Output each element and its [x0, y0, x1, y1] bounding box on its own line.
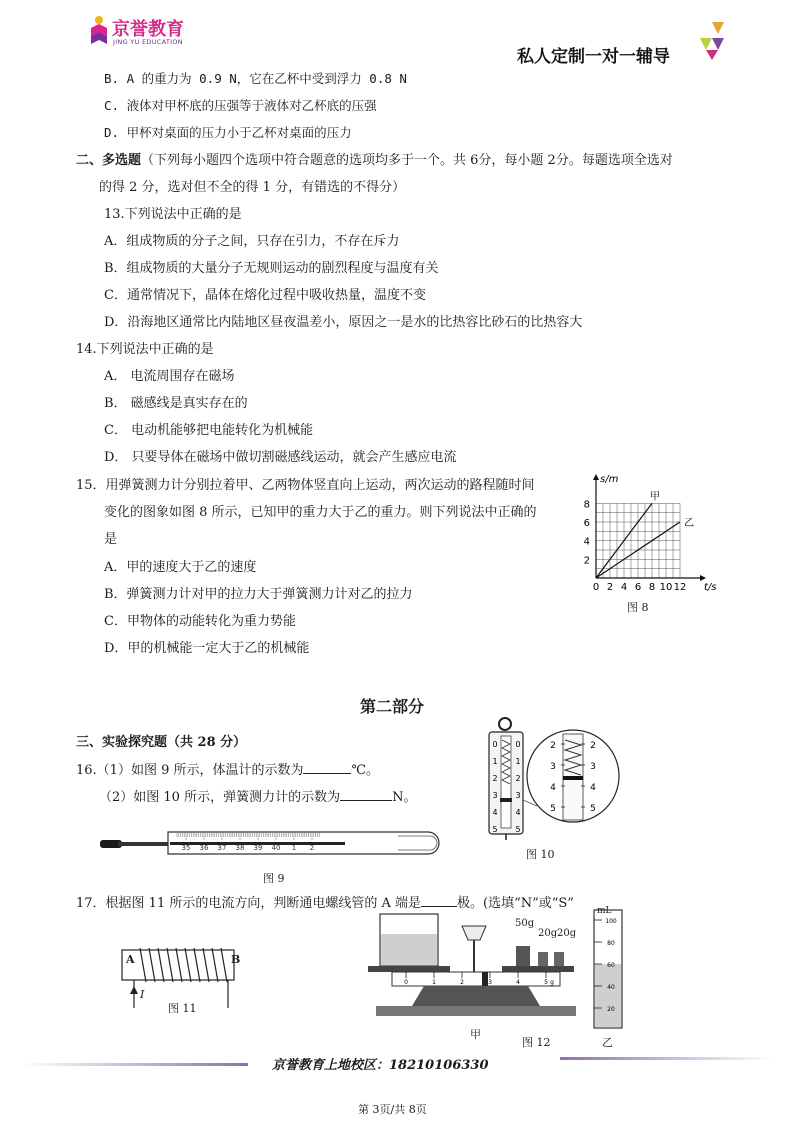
ruler-tick-label: 5 — [544, 979, 548, 986]
q14-option-d: D． 只要导体在磁场中做切割磁感线运动，就会产生感应电流 — [104, 450, 457, 465]
part2-title: 第二部分 — [360, 697, 425, 716]
q15-option-b: B．弹簧测力计对甲的拉力大于弹簧测力计对乙的拉力 — [104, 587, 413, 602]
decorative-triangles-icon — [694, 20, 726, 60]
zoom-tick-label-right: 3 — [590, 762, 596, 772]
q16-line1-unit: ℃。 — [351, 763, 380, 778]
y-tick-label: 6 — [583, 518, 590, 529]
q14-option-c: C． 电动机能够把电能转化为机械能 — [104, 423, 314, 438]
ruler-tick-label: 2 — [460, 979, 464, 986]
spring-tick-label-right: 1 — [515, 757, 521, 766]
figure12-balance-and-cylinder — [362, 906, 632, 1026]
section2-desc-line2: 的得 2 分，选对但不全的得 1 分，有错选的不得分） — [99, 180, 406, 195]
ruler-tick-label: 0 — [404, 979, 408, 986]
zoom-tick-label-left: 2 — [550, 741, 556, 751]
q13-option-b: B．组成物质的大量分子无规则运动的剧烈程度与温度有关 — [104, 261, 439, 276]
thermometer-tick-label: 35 — [181, 844, 191, 852]
zoom-tick-label-left: 3 — [550, 762, 556, 772]
q15-stem-line1: 15．用弹簧测力计分别拉着甲、乙两物体竖直向上运动，两次运动的路程随时间 — [76, 478, 535, 493]
q17-stem-text: 17．根据图 11 所示的电流方向，判断通电螺线管的 A 端是 — [76, 896, 422, 911]
zoom-tick-label-right: 5 — [590, 804, 596, 814]
cylinder-tick-label: 80 — [607, 940, 615, 947]
cylinder-tick-label: 100 — [605, 918, 617, 925]
figure9-thermometer — [98, 826, 450, 860]
chart-labels — [584, 474, 717, 593]
thermometer-tick-label: 38 — [235, 844, 245, 852]
q16-line2-text: （2）如图 10 所示，弹簧测力计的示数为 — [99, 790, 341, 805]
series-label-0: 甲 — [650, 491, 660, 503]
logo-icon — [88, 14, 110, 48]
section2-heading — [76, 149, 673, 168]
x-axis-arrow — [700, 575, 706, 581]
q15-stem-line3: 是 — [104, 532, 118, 547]
footer-campus-contact: 京誉教育上地校区：18210106330 — [272, 1058, 489, 1073]
q15-option-d: D．甲的机械能一定大于乙的机械能 — [104, 641, 310, 656]
q16-line2-unit: N。 — [392, 790, 417, 805]
q12-option-b: B. A 的重力为 0.9 N，它在乙杯中受到浮力 0.8 N — [104, 71, 407, 86]
figure10-caption: 图 10 — [526, 848, 555, 861]
thermometer-tick-label: 2 — [309, 844, 315, 852]
weight-50g: 50g — [515, 918, 535, 929]
q17-stem-options: 极。(选填“N”或“S” — [457, 896, 574, 911]
x-tick-label: 6 — [634, 582, 642, 593]
cylinder-unit: mL — [597, 906, 612, 916]
chart-grid — [596, 503, 680, 578]
page-number: 第 3页/共 8页 — [358, 1103, 427, 1116]
footer-divider-left — [20, 1063, 248, 1066]
figure12-label-jia: 甲 — [470, 1028, 481, 1041]
q13-option-d: D．沿海地区通常比内陆地区昼夜温差小，原因之一是水的比热容比砂石的比热容大 — [104, 315, 583, 330]
y-tick-label: 8 — [583, 499, 590, 511]
thermometer-tick-label: 37 — [217, 844, 227, 852]
q16-blank1[interactable] — [303, 761, 351, 774]
spring-tick-label-left: 0 — [492, 740, 498, 749]
weight-20g-b: 20g — [557, 928, 577, 939]
spring-tick-label-right: 0 — [515, 740, 521, 749]
x-axis-label: t/s — [704, 582, 717, 593]
weight-20g-a: 20g — [538, 928, 558, 939]
thermometer-tick-label: 1 — [291, 844, 297, 852]
cylinder-tick-label: 60 — [607, 962, 615, 969]
figure12-caption: 图 12 — [522, 1036, 551, 1049]
zoom-tick-label-right: 2 — [590, 741, 596, 751]
ruler-tick-label: 3 — [488, 979, 492, 986]
current-label-i: I — [140, 988, 145, 1001]
ruler-tick-label: 1 — [432, 979, 436, 986]
q16-blank2[interactable] — [340, 788, 392, 801]
q12-option-d: D. 甲杯对桌面的压力小于乙杯对桌面的压力 — [104, 125, 352, 140]
spring-tick-label-right: 4 — [515, 808, 521, 817]
figure8-chart — [570, 470, 717, 620]
zoom-tick-label-right: 4 — [590, 783, 596, 793]
q16-line1-text: 16.（1）如图 9 所示，体温计的示数为 — [76, 763, 304, 778]
figure12-label-yi: 乙 — [602, 1036, 613, 1049]
q13-stem: 13.下列说法中正确的是 — [104, 207, 242, 222]
x-tick-label: 10 — [659, 582, 673, 593]
ruler-unit: g — [550, 979, 554, 986]
cylinder-tick-label: 40 — [607, 984, 615, 991]
zoom-tick-label-left: 5 — [550, 804, 556, 814]
header-slogan: 私人定制一对一辅导 — [517, 47, 670, 67]
spring-tick-label-left: 5 — [492, 825, 498, 834]
x-tick-label: 2 — [606, 582, 614, 593]
spring-tick-label-right: 2 — [515, 774, 521, 783]
figure8-caption: 图 8 — [627, 601, 649, 614]
y-axis-arrow — [593, 474, 599, 480]
figure9-caption: 图 9 — [263, 872, 285, 885]
q16-line1 — [76, 759, 379, 778]
series-label-1: 乙 — [684, 518, 694, 529]
spring-tick-label-right: 3 — [515, 791, 521, 800]
section2-title: 二、多选题 — [76, 153, 142, 168]
thermometer-tick-label: 36 — [199, 844, 209, 852]
q13-option-a: A．组成物质的分子之间，只存在引力，不存在斥力 — [104, 234, 400, 249]
section3-title: 三、实验探究题（共 28 分） — [76, 735, 247, 750]
spring-tick-label-left: 1 — [492, 757, 498, 766]
q16-line2 — [99, 786, 416, 805]
q15-stem-line2: 变化的图象如图 8 所示，已知甲的重力大于乙的重力。则下列说法中正确的 — [104, 505, 537, 520]
x-tick-label: 8 — [648, 582, 656, 593]
y-axis-label: s/m — [600, 474, 619, 485]
y-tick-label: 2 — [583, 555, 590, 567]
section2-desc-line1: （下列每小题四个选项中符合题意的选项均多于一个。共 6分，每小题 2分。每题选项全选对 — [141, 153, 673, 168]
solenoid-label-b: B — [231, 953, 241, 966]
q15-option-c: C．甲物体的动能转化为重力势能 — [104, 614, 296, 629]
thermometer-tick-label: 40 — [271, 844, 281, 852]
q15-option-a: A．甲的速度大于乙的速度 — [104, 560, 257, 575]
cylinder-tick-label: 20 — [607, 1006, 615, 1013]
x-tick-label: 0 — [592, 582, 600, 593]
spring-tick-label-left: 3 — [492, 791, 498, 800]
zoom-tick-label-left: 4 — [550, 783, 556, 793]
ruler-tick-label: 4 — [516, 979, 520, 986]
x-tick-label: 12 — [673, 582, 687, 593]
solenoid-label-a: A — [126, 953, 135, 966]
x-tick-label: 4 — [620, 582, 628, 593]
logo-text: 京誉教育 — [112, 19, 184, 40]
thermometer-tick-label: 39 — [253, 844, 263, 852]
spring-tick-label-right: 5 — [515, 825, 521, 834]
logo-subtitle: JING YU EDUCATION — [113, 38, 183, 46]
footer-divider-right — [560, 1057, 774, 1060]
q13-option-c: C．通常情况下，晶体在熔化过程中吸收热量，温度不变 — [104, 288, 426, 303]
q14-option-b: B． 磁感线是真实存在的 — [104, 396, 248, 411]
y-tick-label: 4 — [583, 536, 590, 548]
q14-stem: 14.下列说法中正确的是 — [76, 342, 214, 357]
figure10-spring-balance — [475, 714, 625, 840]
spring-tick-label-left: 4 — [492, 808, 498, 817]
q12-option-c: C. 液体对甲杯底的压强等于液体对乙杯底的压强 — [104, 98, 377, 113]
figure11-caption: 图 11 — [168, 1002, 197, 1015]
q14-option-a: A． 电流周围存在磁场 — [104, 369, 235, 384]
spring-tick-label-left: 2 — [492, 774, 498, 783]
